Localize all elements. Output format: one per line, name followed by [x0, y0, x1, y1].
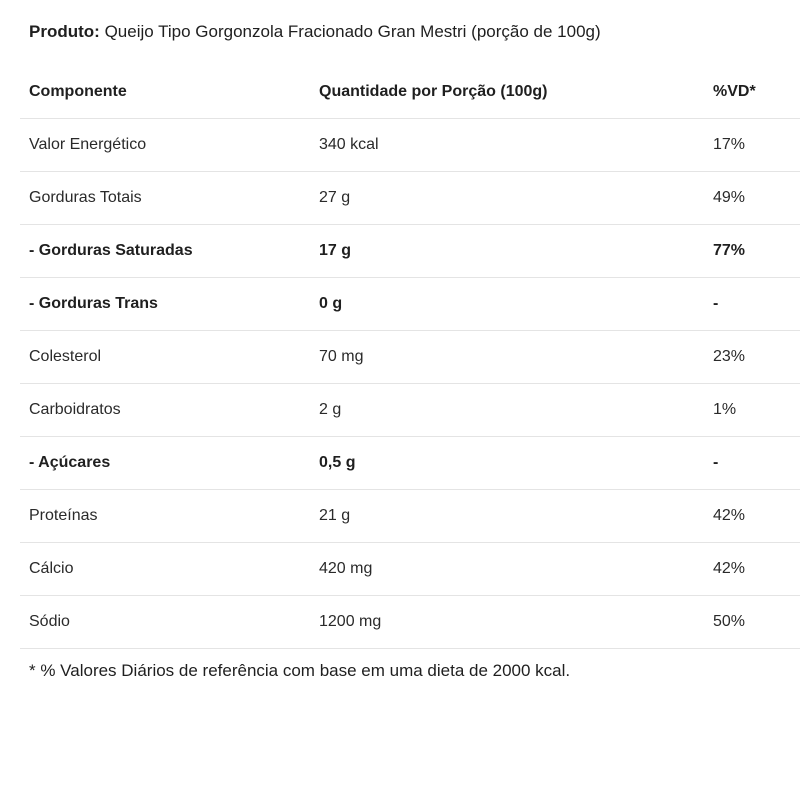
cell-component: Valor Energético: [20, 119, 310, 172]
table-row: [20, 543, 800, 596]
cell-component: Gorduras Totais: [20, 172, 310, 225]
nutrition-table: [20, 66, 800, 649]
cell-daily-value: 50%: [704, 596, 800, 649]
cell-daily-value: 42%: [704, 543, 800, 596]
cell-amount: 21 g: [310, 490, 704, 543]
cell-amount: 420 mg: [310, 543, 704, 596]
table-row: [20, 596, 800, 649]
table-row: [20, 119, 800, 172]
product-name: Queijo Tipo Gorgonzola Fracionado Gran Mestri (porção de 100g): [104, 22, 601, 41]
table-row: [20, 278, 800, 331]
cell-daily-value: 1%: [704, 384, 800, 437]
cell-daily-value: 49%: [704, 172, 800, 225]
cell-amount: 0 g: [310, 278, 704, 331]
cell-component: Carboidratos: [20, 384, 310, 437]
cell-component: Proteínas: [20, 490, 310, 543]
table-row: [20, 331, 800, 384]
cell-component: Colesterol: [20, 331, 310, 384]
product-label: Produto:: [29, 22, 100, 41]
cell-daily-value: 23%: [704, 331, 800, 384]
cell-amount: 27 g: [310, 172, 704, 225]
cell-amount: 2 g: [310, 384, 704, 437]
table-row: [20, 437, 800, 490]
cell-daily-value: 77%: [704, 225, 800, 278]
cell-component: Sódio: [20, 596, 310, 649]
cell-amount: 70 mg: [310, 331, 704, 384]
cell-component: Cálcio: [20, 543, 310, 596]
cell-daily-value: -: [704, 437, 800, 490]
table-row: [20, 225, 800, 278]
cell-amount: 17 g: [310, 225, 704, 278]
table-row: [20, 490, 800, 543]
cell-daily-value: 17%: [704, 119, 800, 172]
header-daily-value: %VD*: [704, 66, 800, 119]
header-component: Componente: [20, 66, 310, 119]
table-row: [20, 384, 800, 437]
cell-daily-value: -: [704, 278, 800, 331]
cell-amount: 0,5 g: [310, 437, 704, 490]
cell-amount: 340 kcal: [310, 119, 704, 172]
cell-component: - Gorduras Saturadas: [20, 225, 310, 278]
header-amount: Quantidade por Porção (100g): [310, 66, 704, 119]
table-header-row: [20, 66, 800, 119]
table-row: [20, 172, 800, 225]
cell-component: - Gorduras Trans: [20, 278, 310, 331]
footnote: * % Valores Diários de referência com base em uma dieta de 2000 kcal.: [29, 661, 571, 680]
cell-daily-value: 42%: [704, 490, 800, 543]
cell-component: - Açúcares: [20, 437, 310, 490]
product-line: [29, 20, 601, 44]
table-body: [20, 119, 800, 649]
cell-amount: 1200 mg: [310, 596, 704, 649]
